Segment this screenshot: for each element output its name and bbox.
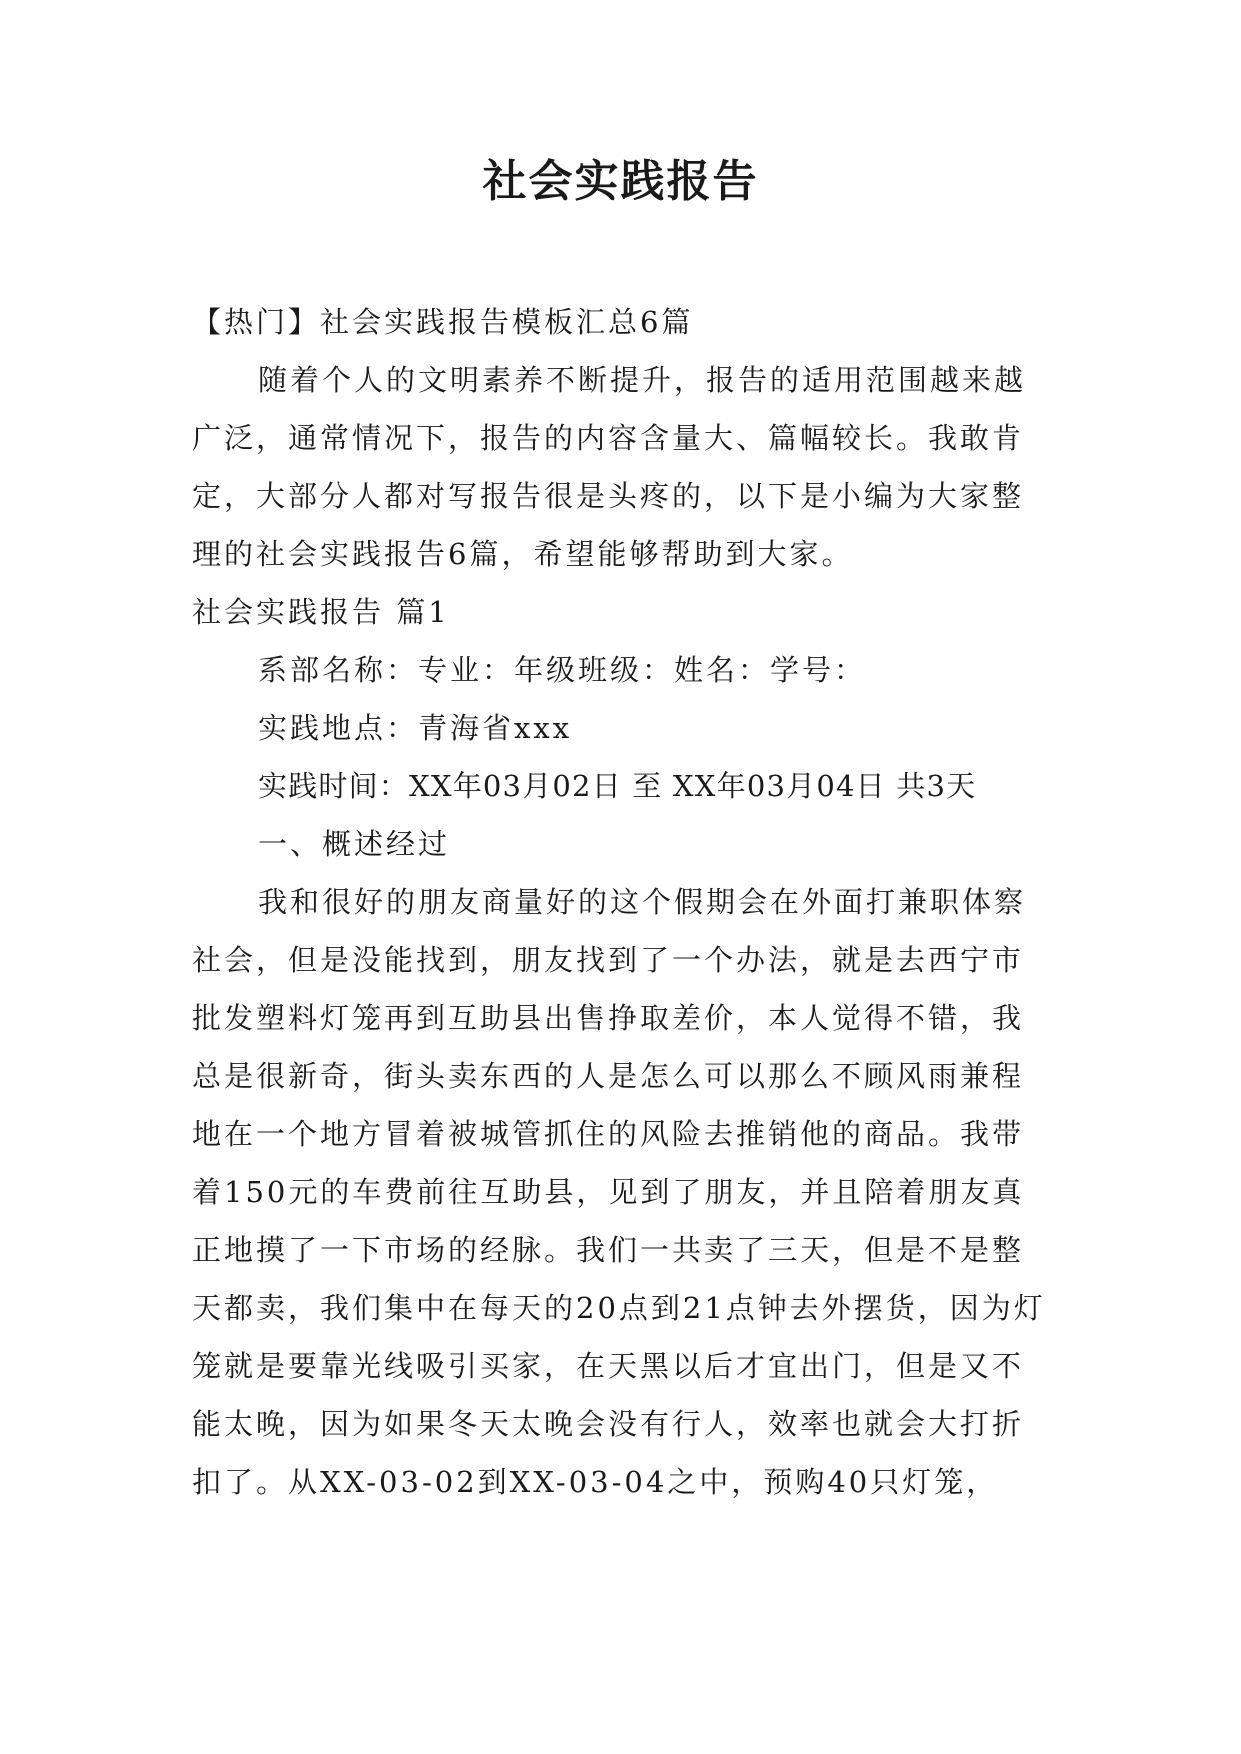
document-title: 社会实践报告 [482, 156, 759, 207]
practice-location-line: 实践地点：青海省xxx [258, 711, 573, 745]
section-heading: 社会实践报告 篇1 [192, 595, 450, 629]
document-subtitle: 【热门】社会实践报告模板汇总6篇 [192, 305, 694, 339]
student-info-line: 系部名称：专业：年级班级：姓名：学号： [258, 653, 867, 687]
intro-paragraph: 随着个人的文明素养不断提升，报告的适用范围越来越广泛，通常情况下，报告的内容含量大、篇幅较长。我敢肯定，大部分人都对写报告很是头疼的，以下是小编为大家整理的社会实践报告6篇，希望能够帮助到大家。 [192, 363, 1027, 571]
practice-time-line: 实践时间：XX年03月02日 至 XX年03月04日 共3天 [258, 769, 977, 803]
body-paragraph: 我和很好的朋友商量好的这个假期会在外面打兼职体察社会，但是没能找到，朋友找到了一个办法，就是去西宁市批发塑料灯笼再到互助县出售挣取差价，本人觉得不错，我总是很新奇，街头卖东西的人是怎么可以那么不顾风雨兼程地在一个地方冒着被城管抓住的风险去推销他的商品。我带着150元的车费前往互助县，见到了朋友，并且陪着朋友真正地摸了一下市场的经脉。我们一共卖了三天，但是不是整天都卖，我们集中在每天的20点到21点钟去外摆货，因为灯笼就是要靠光线吸引买家，在天黑以后才宜出门，但是又不能太晚，因为如果冬天太晚会没有行人，效率也就会大打折扣了。从XX-03-02到XX-03-04之中，预购40只灯笼， [192, 885, 1046, 1499]
overview-subheading: 一、概述经过 [258, 827, 451, 861]
document-body [192, 293, 1052, 1511]
